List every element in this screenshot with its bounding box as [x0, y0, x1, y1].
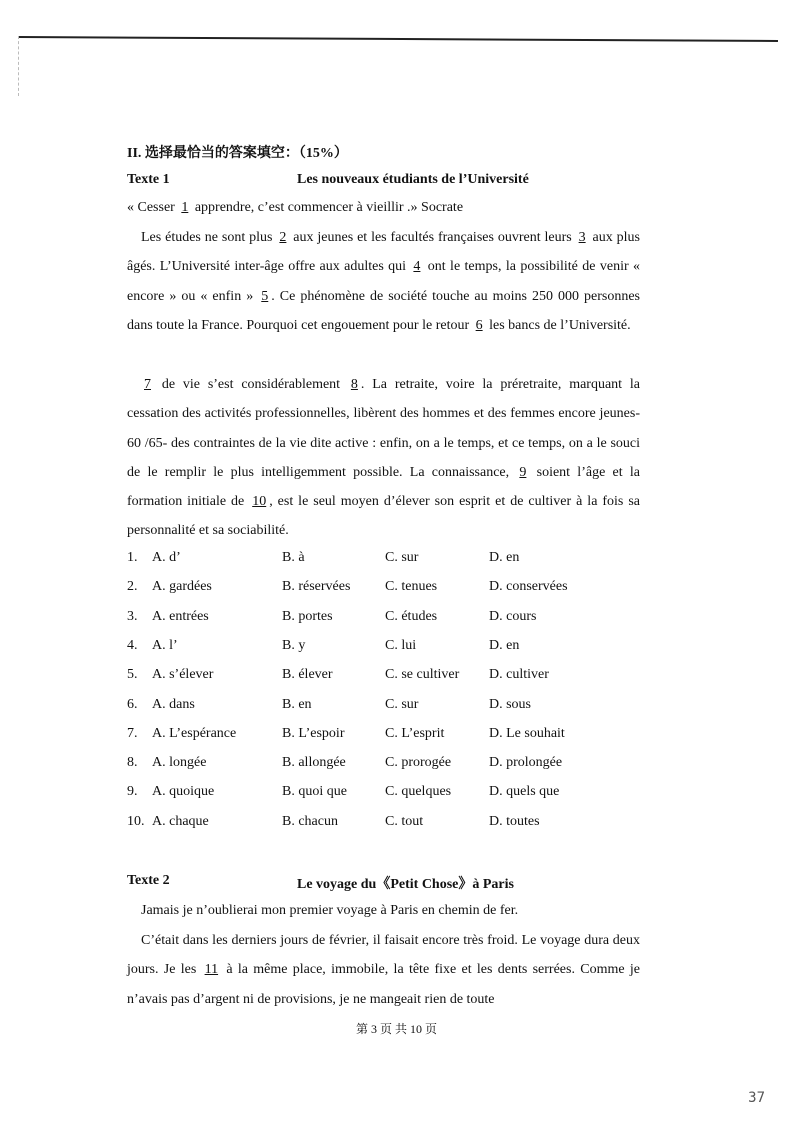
option-b: B. portes	[282, 608, 333, 624]
option-b: B. élever	[282, 667, 333, 683]
option-number: 6.	[127, 696, 138, 712]
page-footer: 第 3 页 共 10 页	[355, 1022, 437, 1036]
option-number: 7.	[127, 725, 138, 741]
option-a: A. entrées	[152, 608, 209, 624]
top-rule	[18, 36, 778, 42]
option-number: 5.	[127, 667, 138, 683]
option-b: B. quoi que	[282, 784, 347, 800]
texte1-quote	[127, 200, 463, 216]
option-a: A. d’	[152, 550, 181, 565]
blank-4: 4	[413, 259, 421, 275]
option-b: B. en	[282, 696, 312, 712]
option-a: A. gardées	[152, 579, 212, 595]
option-d: D. conservées	[489, 579, 568, 595]
texte2-title: Le voyage du《Petit Chose》à Paris	[297, 877, 514, 892]
option-b: B. réservées	[282, 579, 351, 595]
blank-7: 7	[144, 377, 151, 392]
option-d: D. Le souhait	[489, 725, 565, 741]
option-number: 10.	[127, 813, 145, 829]
blank-6: 6	[475, 317, 483, 333]
texte2-paragraph-2: C’était dans les derniers jours de février, il faisait encore très froid. Le voyage dura deux jours. Je les 11 à la même place, immobile, la tête fixe et les dents serrées. Comme je n’avais pas d’argent ni de provisions, je ne mangeait rien de toute	[127, 933, 640, 1007]
option-c: C. sur	[385, 696, 419, 712]
option-a: A. chaque	[152, 813, 209, 829]
blank-2: 2	[279, 230, 287, 245]
option-d: D. quels que	[489, 784, 560, 800]
option-a: A. dans	[152, 696, 195, 712]
option-number: 2.	[127, 579, 138, 595]
option-b: B. allongée	[282, 755, 346, 771]
option-a: A. l’	[152, 637, 178, 653]
option-c: C. se cultiver	[385, 667, 460, 683]
option-c: C. L’esprit	[385, 725, 445, 741]
option-c: C. prorogée	[385, 755, 452, 771]
option-number: 4.	[127, 637, 138, 653]
option-a: A. L’espérance	[152, 725, 237, 741]
blank-9: 9	[519, 464, 527, 480]
texte1-title: Les nouveaux étudiants de l’Université	[297, 172, 529, 187]
left-margin-mark	[18, 36, 19, 96]
quote-text: « Cesser	[127, 200, 179, 215]
option-c: C. tenues	[385, 579, 438, 595]
option-d: D. toutes	[489, 813, 540, 829]
option-b: B. y	[282, 637, 306, 653]
option-number: 3.	[127, 608, 138, 624]
option-number: 1.	[127, 550, 138, 565]
option-d: D. en	[489, 637, 520, 653]
option-c: C. quelques	[385, 784, 452, 800]
option-c: C. tout	[385, 813, 424, 829]
option-c: C. études	[385, 608, 438, 624]
page-number: 37	[748, 1090, 765, 1106]
option-d: D. sous	[489, 696, 532, 712]
blank-1: 1	[181, 200, 189, 215]
option-a: A. quoique	[152, 784, 215, 800]
option-b: B. L’espoir	[282, 725, 345, 741]
option-d: D. en	[489, 550, 520, 565]
section-heading: II. 选择最恰当的答案填空：（15%）	[127, 146, 348, 161]
texte2-paragraph-1: Jamais je n’oublierai mon premier voyage à Paris en chemin de fer.	[141, 903, 519, 918]
option-number: 9.	[127, 784, 138, 800]
option-c: C. lui	[385, 637, 417, 653]
option-b: B. chacun	[282, 813, 338, 829]
blank-5: 5	[261, 288, 269, 304]
blank-8: 8	[350, 377, 358, 392]
blank-10: 10	[252, 494, 267, 510]
option-a: A. longée	[152, 755, 207, 771]
option-d: D. cours	[489, 608, 537, 624]
quote-text: apprendre, c’est commencer à vieillir .» Socrate	[191, 200, 464, 215]
option-c: C. sur	[385, 550, 419, 565]
option-d: D. cultiver	[489, 667, 549, 683]
blank-3: 3	[578, 230, 586, 245]
option-number: 8.	[127, 755, 138, 771]
blank-11: 11	[204, 962, 219, 978]
texte1-paragraph-1: Les études ne sont plus 2 aux jeunes et les facultés françaises ouvrent leurs 3 aux plus âgés. L’Université inter-âge offre aux adultes qui 4 ont le temps, la possibilité de venir « encore » ou « enfin » 5 . Ce phénomène de société touche au moins 250 000 personnes dans toute la France. Pourquoi cet engouement pour le retour 6 les bancs de l’Université.	[127, 230, 640, 333]
option-b: B. à	[282, 550, 305, 565]
texte1-paragraph-2: 7 de vie s’est considérablement 8 . La retraite, voire la préretraite, marquant la cessation des activités professionnelles, libèrent des hommes et des femmes encore jeunes- 60 /65- des contraintes de la vie dite active : enfin, on a le temps, et ce temps, on a le souci de le remplir le plus intelligemment possible. La connaissance, 9 soient l’âge et la formation initiale de 10 , est le seul moyen d’élever son esprit et de cultiver à la fois sa personnalité et sa sociabilité.	[127, 377, 641, 539]
option-d: D. prolongée	[489, 755, 563, 771]
texte2-label: Texte 2	[127, 873, 170, 888]
option-a: A. s’élever	[152, 667, 214, 683]
texte1-label: Texte 1	[127, 172, 170, 187]
